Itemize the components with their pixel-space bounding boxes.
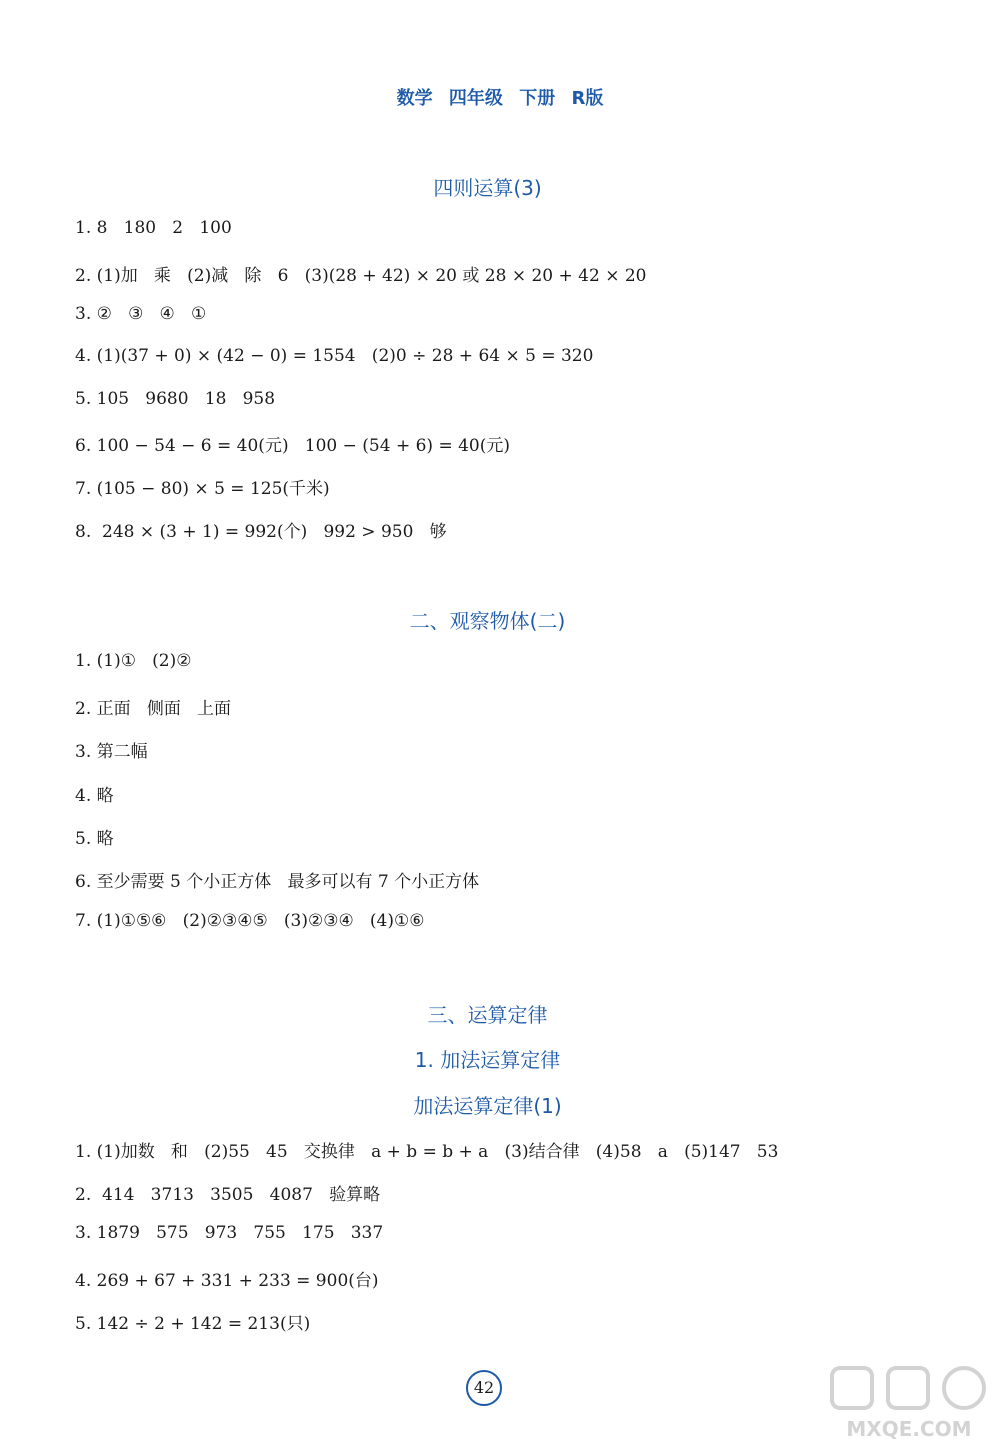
answer-line: 7. (1)①⑤⑥ (2)②③④⑤ (3)②③④ (4)①⑥ [75,911,425,931]
answer-line: 1. (1)加数 和 (2)55 45 交换律 a + b = b + a (3)结合律 (4)58 a (5)147 53 [75,1142,779,1162]
watermark-text: MXQE.COM [846,1417,972,1441]
answer-line: 1. 8 180 2 100 [75,218,232,238]
answer-line: 4. (1)(37 + 0) × (42 − 0) = 1554 (2)0 ÷ 28 + 64 × 5 = 320 [75,346,594,366]
page-number: 42 [466,1370,502,1406]
answer-line: 6. 100 − 54 − 6 = 40(元) 100 − (54 + 6) = 40(元) [75,436,510,456]
answer-line: 2. 正面 侧面 上面 [75,699,232,719]
answer-line: 4. 略 [75,786,114,806]
watermark-logo [824,1364,994,1444]
section-subsubtitle-addition-laws-1: 加法运算定律(1) [413,1094,562,1118]
section-title-arithmetic: 四则运算(3) [433,176,542,200]
answer-line: 3. 1879 575 973 755 175 337 [75,1223,384,1243]
answer-line: 7. (105 − 80) × 5 = 125(千米) [75,479,330,499]
answer-line: 3. 第二幅 [75,742,148,762]
answer-line: 6. 至少需要 5 个小正方体 最多可以有 7 个小正方体 [75,872,480,892]
answer-line: 5. 略 [75,829,114,849]
answer-line: 4. 269 + 67 + 331 + 233 = 900(台) [75,1271,379,1291]
answer-line: 3. ② ③ ④ ① [75,304,207,324]
answer-line: 1. (1)① (2)② [75,651,192,671]
answer-line: 5. 142 ÷ 2 + 142 = 213(只) [75,1314,311,1334]
section-title-observing-objects: 二、观察物体(二) [409,609,566,633]
section-title-operation-laws: 三、运算定律 [427,1003,548,1027]
section-subtitle-addition-laws: 1. 加法运算定律 [414,1048,561,1072]
answer-line: 2. (1)加 乘 (2)减 除 6 (3)(28 + 42) × 20 或 28 × 20 + 42 × 20 [75,266,647,286]
answer-line: 2. 414 3713 3505 4087 验算略 [75,1185,381,1205]
answer-line: 8. 248 × (3 + 1) = 992(个) 992 > 950 够 [75,522,447,542]
page-header: 数学 四年级 下册 R版 [396,88,604,109]
answer-line: 5. 105 9680 18 958 [75,389,276,409]
